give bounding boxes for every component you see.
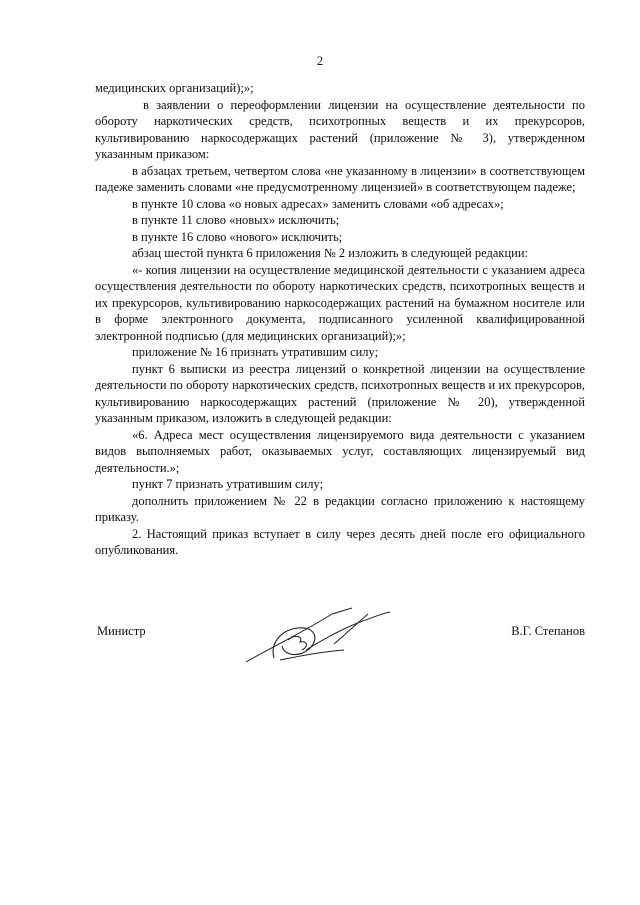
paragraph: в заявлении о переоформлении лицензии на осуществление деятельности по обороту наркотических средств, психотропных веществ и их прекурсоров, культивированию наркосодержащих растений (приложение № 3), утвержденном указанным приказом: [95, 97, 585, 161]
page-number: 2 [316, 54, 324, 68]
paragraph: «- копия лицензии на осуществление медицинской деятельности с указанием адреса осуществления деятельности по обороту наркотических средств, психотропных веществ и их прекурсоров, культивированию наркосодержащих растений на бумажном носителе или в форме электронного документа, подписанного усиленной квалифицированной электронной подписью (для медицинских организаций);»; [95, 262, 585, 343]
paragraph: приложение № 16 признать утратившим силу; [132, 345, 379, 359]
paragraph: абзац шестой пункта 6 приложения № 2 изложить в следующей редакции: [132, 246, 529, 260]
signature-block [95, 620, 585, 690]
paragraph: в пункте 10 слова «о новых адресах» заменить словами «об адресах»; [132, 196, 504, 211]
paragraph: в пункте 11 слово «новых» исключить; [132, 213, 340, 227]
paragraph: «6. Адреса мест осуществления лицензируемого вида деятельности с указанием видов выполняемых работ, оказываемых услуг, составляющих лицензируемый вид деятельности.»; [95, 427, 585, 475]
paragraph: 2. Настоящий приказ вступает в силу через десять дней после его официального опубликования. [95, 526, 585, 557]
paragraph: в абзацах третьем, четвертом слова «не указанному в лицензии» в соответствующем падеже заменить словами «не предусмотренному лицензией» в соответствующем падеже; [95, 163, 585, 194]
handwritten-signature [240, 600, 400, 680]
paragraph: в пункте 16 слово «нового» исключить; [132, 229, 343, 244]
paragraph: пункт 6 выписки из реестра лицензий о конкретной лицензии на осуществление деятельности по обороту наркотических средств, психотропных веществ и их прекурсоров, культивированию наркосодержащих растений (приложение № 20), утвержденной указанным приказом, изложить в следующей редакции: [95, 361, 585, 425]
paragraph: медицинских организаций);»; [95, 81, 254, 95]
paragraph: дополнить приложением № 22 в редакции согласно приложению к настоящему приказу. [95, 493, 585, 524]
signatory-name: В.Г. Степанов [511, 624, 585, 638]
document-body [95, 80, 585, 559]
signatory-title: Министр [97, 624, 146, 638]
paragraph: пункт 7 признать утратившим силу; [132, 477, 324, 491]
